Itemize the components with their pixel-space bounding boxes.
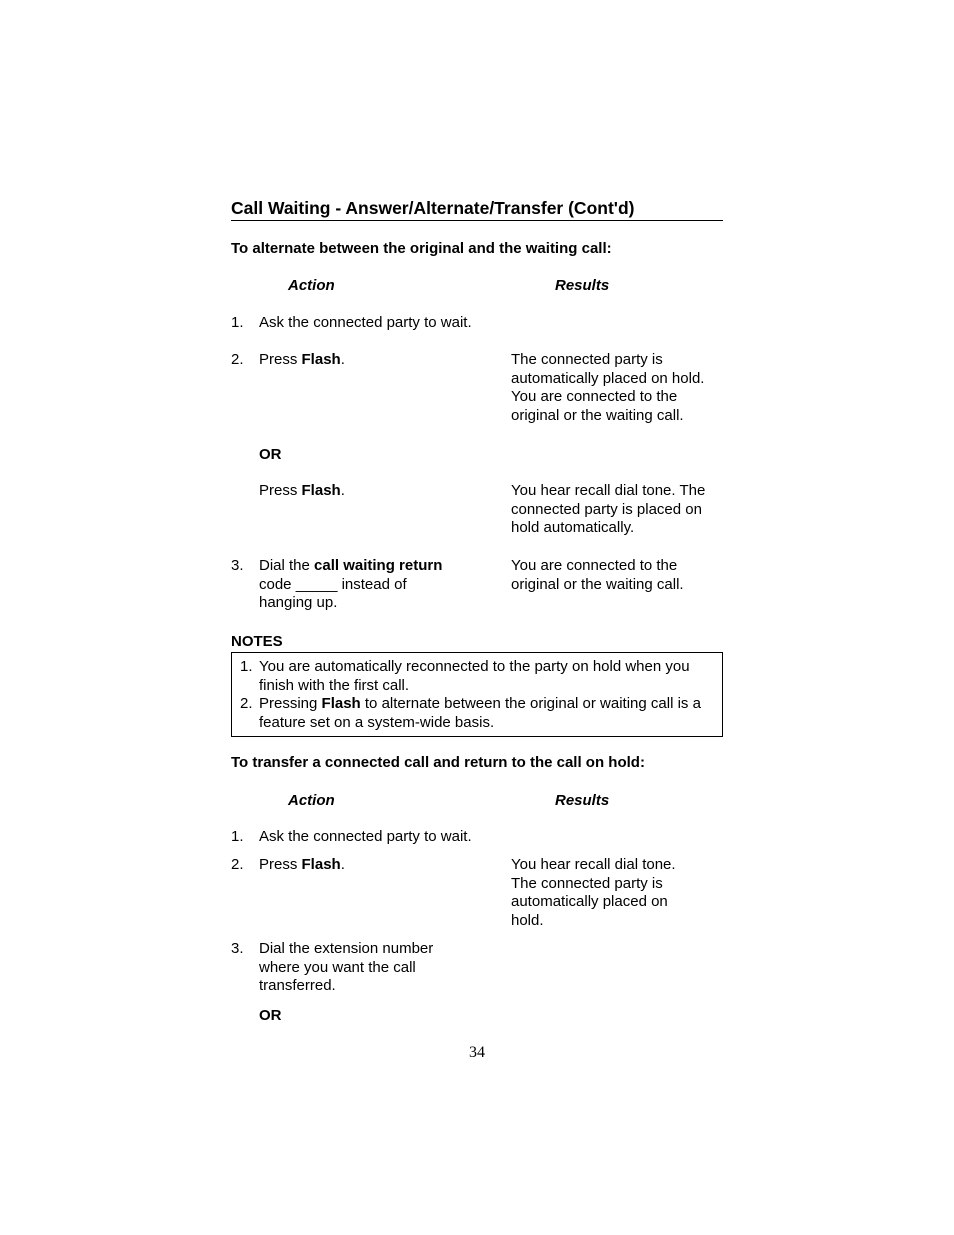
step-number: 2. <box>231 856 244 873</box>
step-action: Dial the call waiting return code _____ instead of hanging up. <box>259 557 443 612</box>
step-action: Ask the connected party to wait. <box>259 828 472 845</box>
results-column-header: Results <box>555 792 610 809</box>
note-text: Pressing Flash to alternate between the original or waiting call is a feature set on a system-wide basis. <box>259 695 701 731</box>
action-column-header: Action <box>288 277 335 294</box>
step-number: 3. <box>231 940 244 957</box>
step-result: You are connected to the original or the waiting call. <box>511 557 684 593</box>
results-column-header: Results <box>555 277 610 294</box>
step-number: 1. <box>231 314 244 331</box>
note-text: You are automatically reconnected to the party on hold when you finish with the first call. <box>259 658 690 694</box>
action-column-header: Action <box>288 792 335 809</box>
or-separator: OR <box>259 446 282 463</box>
step-action: Press Flash. <box>259 482 345 499</box>
section-heading-alternate: To alternate between the original and the waiting call: <box>231 240 612 257</box>
or-separator: OR <box>259 1007 282 1024</box>
note-number: 2. <box>240 695 253 712</box>
step-result: You hear recall dial tone. The connected party is placed on hold automatically. <box>511 482 706 537</box>
page-number: 34 <box>469 1044 485 1061</box>
step-action: Press Flash. <box>259 856 345 873</box>
step-number: 2. <box>231 351 244 368</box>
step-result: The connected party is automatically placed on hold. You are connected to the original or the waiting call. <box>511 351 705 425</box>
step-action: Dial the extension number where you want the call transferred. <box>259 940 434 995</box>
notes-label: NOTES <box>231 633 283 650</box>
step-action: Ask the connected party to wait. <box>259 314 472 331</box>
step-result: You hear recall dial tone. The connected party is automatically placed on hold. <box>511 856 676 930</box>
page-title: Call Waiting - Answer/Alternate/Transfer (Cont'd) <box>231 198 723 221</box>
section-heading-transfer: To transfer a connected call and return to the call on hold: <box>231 754 645 771</box>
note-number: 1. <box>240 658 253 675</box>
step-action: Press Flash. <box>259 351 345 368</box>
step-number: 3. <box>231 557 244 574</box>
step-number: 1. <box>231 828 244 845</box>
